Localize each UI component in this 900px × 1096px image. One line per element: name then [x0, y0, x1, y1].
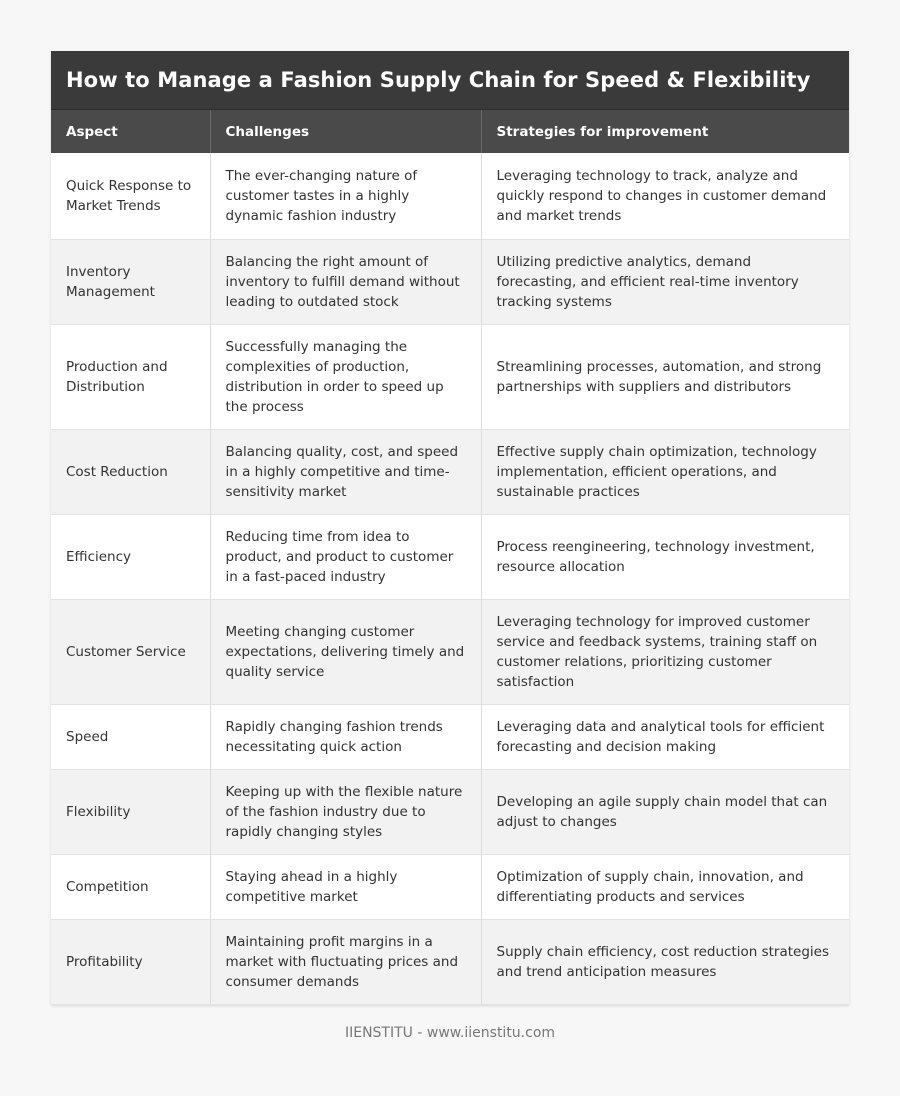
cell-strategy: Leveraging data and analytical tools for efficient forecasting and decision making [481, 704, 849, 769]
cell-challenge: Rapidly changing fashion trends necessitating quick action [210, 704, 481, 769]
cell-strategy: Supply chain efficiency, cost reduction strategies and trend anticipation measures [481, 919, 849, 1004]
table-row [51, 153, 849, 239]
column-header-challenges: Challenges [210, 110, 481, 153]
cell-aspect: Inventory Management [51, 239, 210, 324]
table-card [51, 51, 849, 1005]
cell-challenge: Reducing time from idea to product, and product to customer in a fast-paced industry [210, 514, 481, 599]
cell-aspect: Customer Service [51, 599, 210, 704]
table-row [51, 239, 849, 324]
cell-challenge: The ever-changing nature of customer tastes in a highly dynamic fashion industry [210, 153, 481, 239]
supply-chain-table [51, 110, 849, 1005]
cell-challenge: Maintaining profit margins in a market with fluctuating prices and consumer demands [210, 919, 481, 1004]
table-row [51, 704, 849, 769]
cell-aspect: Quick Response to Market Trends [51, 153, 210, 239]
page-title: How to Manage a Fashion Supply Chain for Speed & Flexibility [66, 68, 811, 92]
table-row [51, 324, 849, 429]
cell-strategy: Streamlining processes, automation, and strong partnerships with suppliers and distributors [481, 324, 849, 429]
footer-credit: IIENSTITU - www.iienstitu.com [344, 1025, 556, 1041]
cell-aspect: Production and Distribution [51, 324, 210, 429]
column-header-strategies: Strategies for improvement [481, 110, 849, 153]
cell-strategy: Leveraging technology to track, analyze and quickly respond to changes in customer demand and market trends [481, 153, 849, 239]
cell-aspect: Profitability [51, 919, 210, 1004]
cell-strategy: Process reengineering, technology investment, resource allocation [481, 514, 849, 599]
cell-strategy: Optimization of supply chain, innovation, and differentiating products and services [481, 854, 849, 919]
table-row [51, 599, 849, 704]
table-row [51, 854, 849, 919]
cell-strategy: Utilizing predictive analytics, demand forecasting, and efficient real-time inventory tracking systems [481, 239, 849, 324]
column-header-aspect: Aspect [51, 110, 210, 153]
cell-strategy: Leveraging technology for improved customer service and feedback systems, training staff on customer relations, prioritizing customer satisfaction [481, 599, 849, 704]
table-row [51, 514, 849, 599]
cell-aspect: Cost Reduction [51, 429, 210, 514]
table-row [51, 429, 849, 514]
cell-challenge: Keeping up with the flexible nature of the fashion industry due to rapidly changing styles [210, 769, 481, 854]
cell-strategy: Developing an agile supply chain model that can adjust to changes [481, 769, 849, 854]
cell-aspect: Competition [51, 854, 210, 919]
cell-strategy: Effective supply chain optimization, technology implementation, efficient operations, and sustainable practices [481, 429, 849, 514]
table-header-row [51, 110, 849, 153]
cell-challenge: Successfully managing the complexities of production, distribution in order to speed up the process [210, 324, 481, 429]
cell-aspect: Flexibility [51, 769, 210, 854]
table-row [51, 919, 849, 1004]
cell-challenge: Staying ahead in a highly competitive market [210, 854, 481, 919]
table-row [51, 769, 849, 854]
cell-challenge: Balancing quality, cost, and speed in a highly competitive and time-sensitivity market [210, 429, 481, 514]
cell-challenge: Meeting changing customer expectations, delivering timely and quality service [210, 599, 481, 704]
cell-aspect: Speed [51, 704, 210, 769]
title-bar [51, 51, 849, 110]
cell-aspect: Efficiency [51, 514, 210, 599]
cell-challenge: Balancing the right amount of inventory to fulfill demand without leading to outdated stock [210, 239, 481, 324]
